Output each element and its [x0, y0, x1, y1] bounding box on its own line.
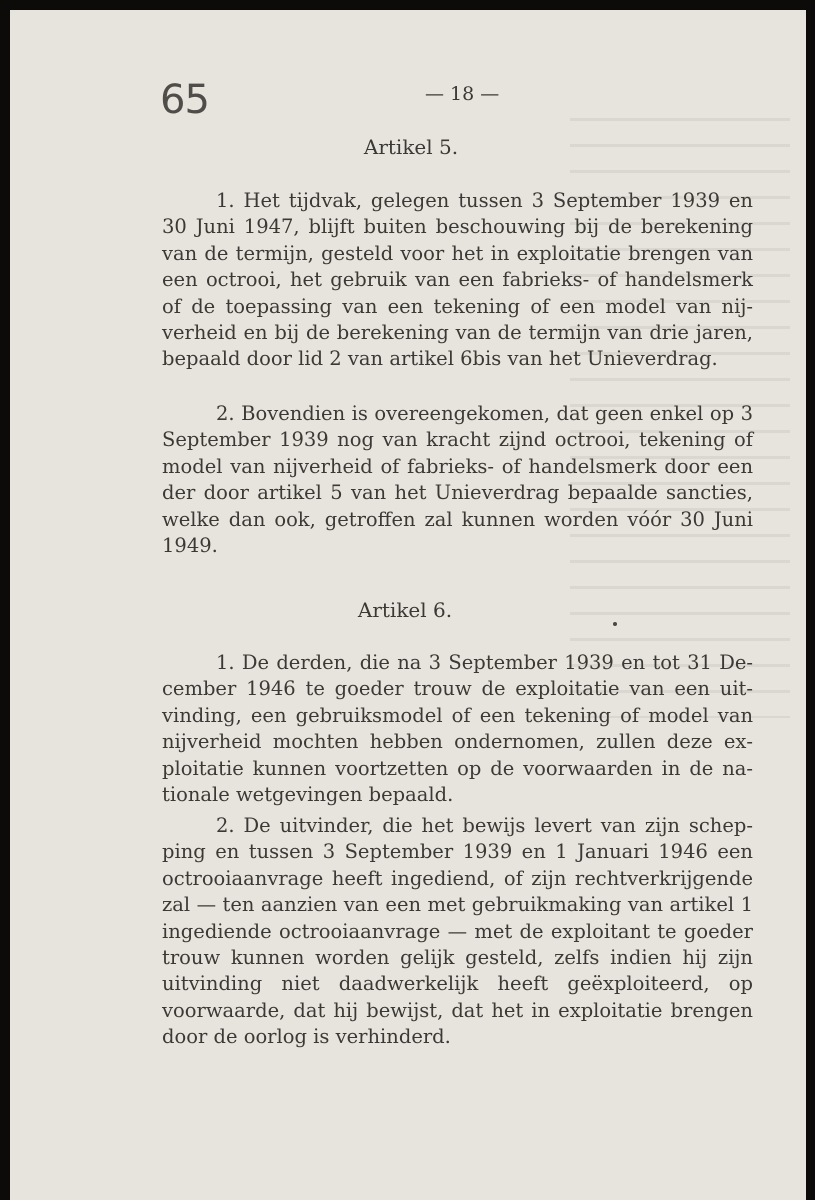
- article-5-paragraph-1: 1. Het tijdvak, gelegen tussen 3 September 1939 en 30 Juni 1947, blijft buiten beschouwing bij de berekening van de termijn, gesteld voor het in exploitatie brengen van een octrooi, het gebruik van een fabrieks- of handelsmerk of de toepassing van een tekening of een model van nijverheid en bij de berekening van de termijn van drie jaren, bepaald door lid 2 van artikel 6bis van het Unieverdrag.: [162, 189, 753, 371]
- page-number: — 18 —: [425, 83, 500, 105]
- article-6-paragraph-1: 1. De derden, die na 3 September 1939 en tot 31 December 1946 te goeder trouw de exploitatie van een uitvinding, een gebruiksmodel of een tekening of model van nijverheid mochten hebben ondernomen, zullen deze exploitatie kunnen voortzetten op de voorwaarden in de nationale wetgevingen bepaald.: [162, 651, 753, 807]
- article-6-heading: Artikel 6.: [357, 598, 453, 622]
- article-5-heading: Artikel 5.: [363, 135, 459, 159]
- article-5-paragraph-2: 2. Bovendien is overeengekomen, dat geen enkel op 3 September 1939 nog van kracht zijnd octrooi, tekening of model van nijverheid of fabrieks- of handelsmerk door een der door artikel 5 van het Unieverdrag bepaalde sancties, welke dan ook, getroffen zal kunnen worden vóór 30 Juni 1949.: [162, 402, 753, 558]
- ink-speck: [613, 622, 617, 626]
- article-6-paragraph-2: 2. De uitvinder, die het bewijs levert van zijn schepping en tussen 3 September 1939 en 1 Januari 1946 een octrooiaanvrage heeft ingediend, of zijn rechtverkrijgende zal — ten aanzien van een met gebruikmaking van artikel 1 ingediende octrooiaanvrage — met de exploitant te goeder trouw kunnen worden gelijk gesteld, zelfs indien hij zijn uitvinding niet daadwerkelijk heeft geëxploiteerd, op voorwaarde, dat hij bewijst, dat het in exploitatie brengen door de oorlog is verhinderd.: [162, 814, 753, 1049]
- handwritten-page-number: 65: [160, 77, 209, 123]
